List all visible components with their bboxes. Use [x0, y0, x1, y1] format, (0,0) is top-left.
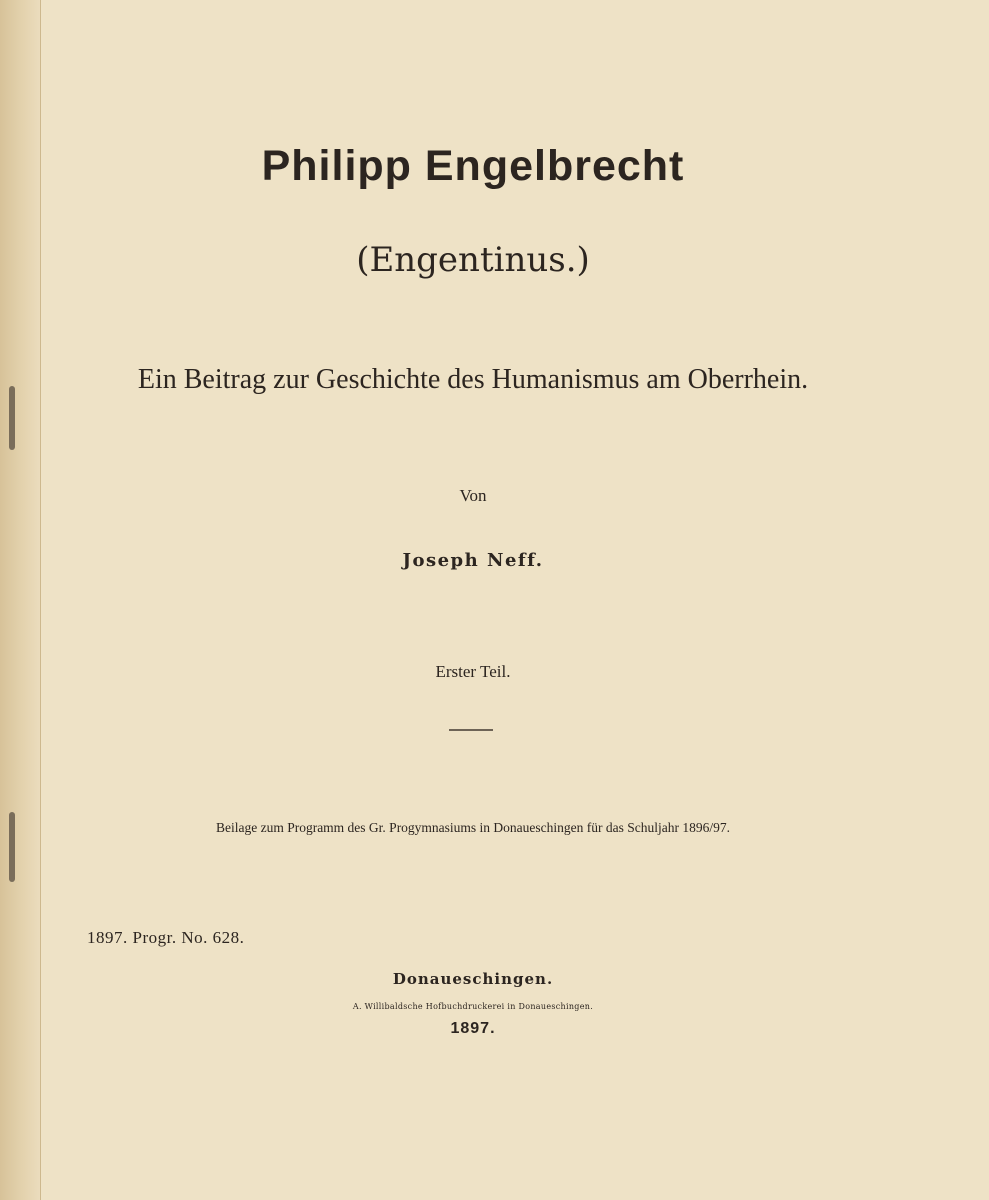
document-subtitle: (Engentinus.): [356, 240, 590, 280]
publication-year: 1897.: [450, 1020, 496, 1037]
publication-place: Donaueschingen.: [392, 970, 554, 988]
part-label: Erster Teil.: [435, 662, 511, 681]
author-name: Joseph Neff.: [402, 550, 544, 571]
program-number: 1897. Progr. No. 628.: [87, 928, 245, 947]
document-description: Ein Beitrag zur Geschichte des Humanismus am Oberrhein.: [137, 364, 809, 395]
document-title: Philipp Engelbrecht: [261, 142, 685, 190]
divider-rule: [449, 729, 493, 731]
by-label: Von: [459, 486, 487, 505]
printer-name: A. Willibaldsche Hofbuchdruckerei in Donaueschingen.: [352, 1002, 594, 1011]
supplement-note: Beilage zum Programm des Gr. Progymnasiums in Donaueschingen für das Schuljahr 1896/97.: [215, 820, 731, 835]
